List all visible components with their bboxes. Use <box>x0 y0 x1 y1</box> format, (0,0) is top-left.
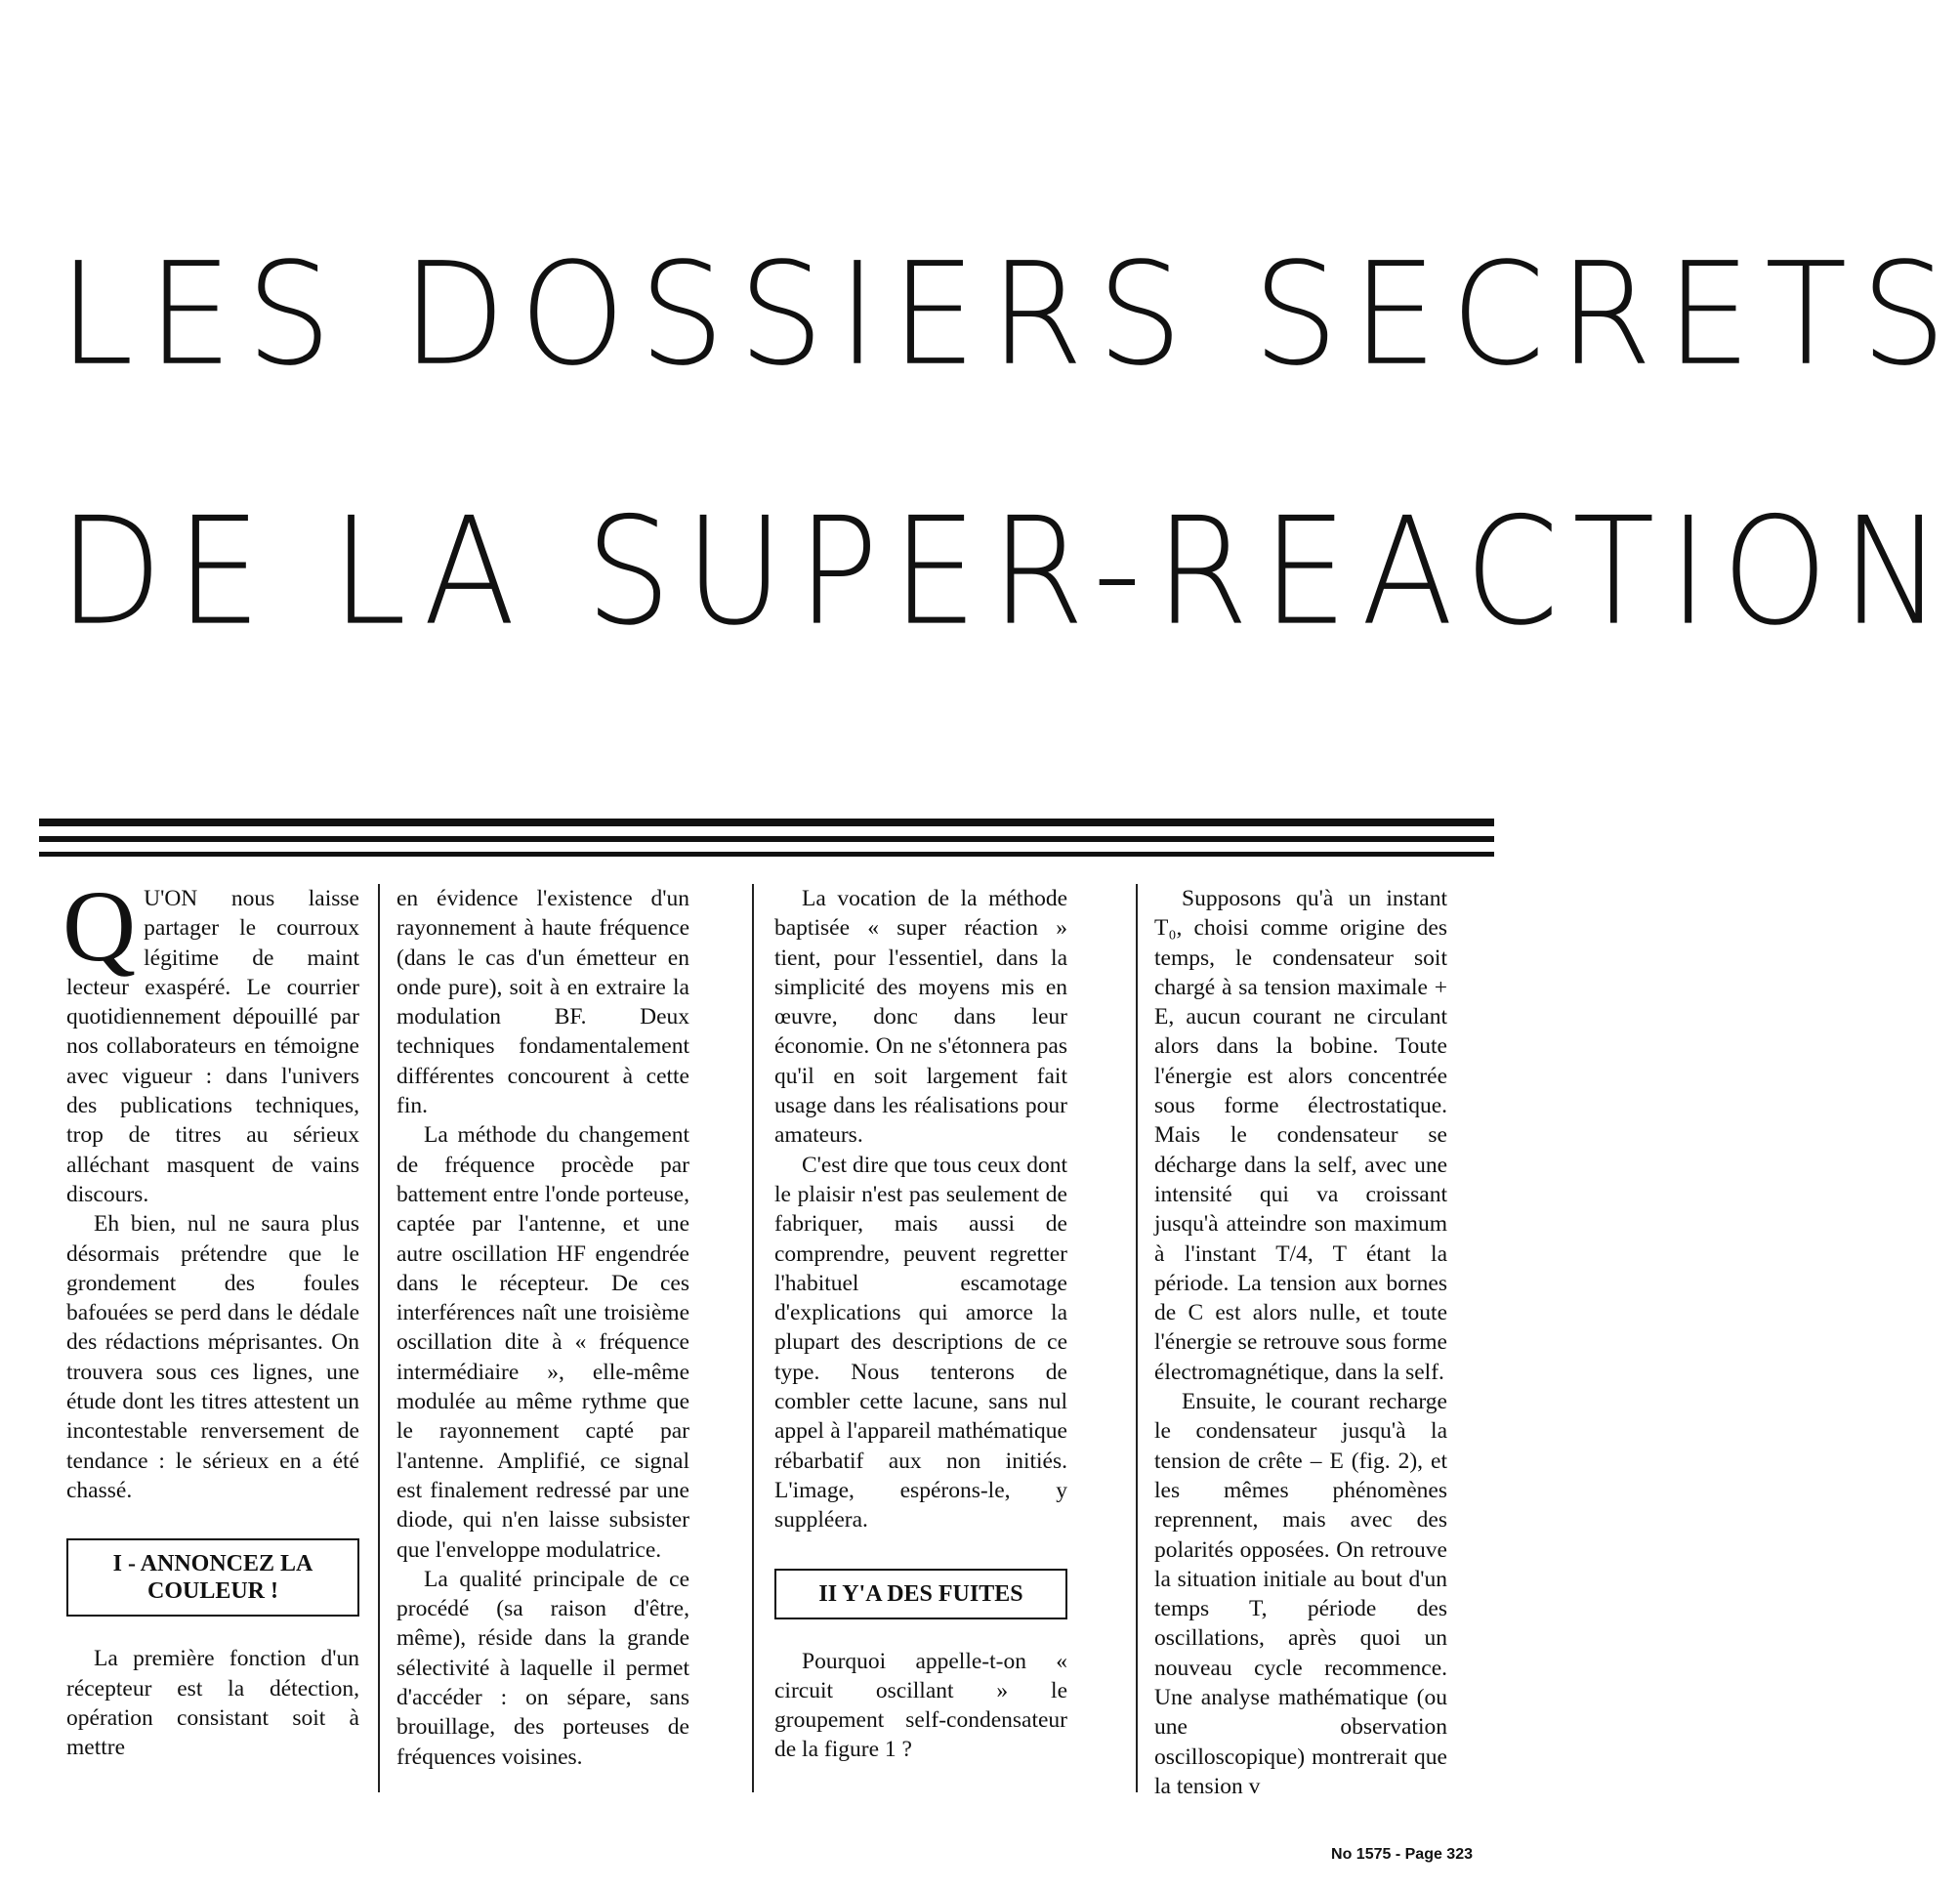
column-divider <box>378 884 380 1792</box>
paragraph: La vocation de la méthode baptisée « super réaction » tient, pour l'essentiel, dans la simplicité des moyens mis en œuvre, donc dans leur économie. On ne s'étonnera pas qu'il en soit largement fait usage dans les réalisations pour amateurs. <box>774 886 1067 1149</box>
divider-rule <box>39 852 1494 857</box>
page-footer: No 1575 - Page 323 <box>1331 1846 1473 1863</box>
paragraph: Eh bien, nul ne saura plus désormais prétendre que le grondement des foules bafouées se perd dans le dédale des rédactions méprisantes. On trouvera sous ces lignes, une étude dont les titres attestent un incontestable renversement de tendance : le sérieux en a été chassé. <box>66 1211 359 1503</box>
paragraph: La méthode du changement de fréquence procède par battement entre l'onde porteuse, captée par l'antenne, et une autre oscillation HF engendrée dans le récepteur. De ces interférences naît une troisième oscillation dite à « fréquence intermédiaire », elle-même modulée au même rythme que le rayonnement capté par l'antenne. Amplifié, ce signal est finalement redressé par une diode, qui n'en laisse subsister que l'enveloppe modulatrice. <box>396 1122 689 1563</box>
paragraph: La qualité principale de ce procédé (sa raison d'être, même), réside dans la grande sélectivité à laquelle il permet d'accéder : on sépare, sans brouillage, des porteuses de fréquences voisines. <box>396 1566 689 1770</box>
paragraph: Supposons qu'à un instant T₀, choisi comme origine des temps, le condensateur soit chargé à sa tension maximale + E, aucun courant ne circulant alors dans la bobine. Toute l'énergie est alors concentrée sous forme électrostatique. Mais le condensateur se décharge dans la self, avec une intensité qui va croissant jusqu'à atteindre son maximum à l'instant T/4, T étant la période. La tension aux bornes de C est alors nulle, et toute l'énergie se retrouve sous forme électromagnétique, dans la self. <box>1154 886 1447 1385</box>
column-divider <box>752 884 754 1792</box>
section-heading-box: II Y'A DES FUITES <box>774 1569 1067 1619</box>
section-heading-box: I - ANNONCEZ LA COULEUR ! <box>66 1538 359 1617</box>
paragraph: Pourquoi appelle-t-on « circuit oscillant » le groupement self-condensateur de la figure 1 ? <box>774 1648 1067 1763</box>
paragraph: C'est dire que tous ceux dont le plaisir n'est pas seulement de fabriquer, mais aussi de comprendre, peuvent regretter l'habituel escamotage d'explications qui amorce la plupart des descriptions de ce type. Nous tenterons de combler cette lacune, sans nul appel à l'appareil mathématique rébarbatif aux non initiés. L'image, espérons-le, y suppléera. <box>774 1152 1067 1534</box>
paragraph: La première fonction d'un récepteur est la détection, opération consistant soit à mettre <box>66 1646 359 1761</box>
article-title-line-1: LES DOSSIERS SECRETS <box>59 231 1960 398</box>
paragraph: en évidence l'existence d'un rayonnement à haute fréquence (dans le cas d'un émetteur en onde pure), soit à en extraire la modulation BF. Deux techniques fondamentalement différentes concourent à cette fin. <box>396 886 689 1119</box>
article-title-line-2: DE LA SUPER-REACTION <box>59 484 1957 658</box>
drop-cap: Q <box>63 870 137 983</box>
divider-rule <box>39 836 1494 842</box>
intro-paragraph <box>63 870 359 1209</box>
divider-rule <box>39 819 1494 826</box>
column-1 <box>63 870 359 1802</box>
paragraph: Ensuite, le courant recharge le condensateur jusqu'à la tension de crête – E (fig. 2), et les mêmes phénomènes reprennent, mais avec des polarités opposées. On retrouve la situation initiale au bout d'un temps T, période des oscillations, après quoi un nouveau cycle recommence. Une analyse mathématique (ou une observation oscilloscopique) montrerait que la tension v <box>1154 1389 1447 1799</box>
column-2 <box>396 884 689 1802</box>
column-divider <box>1136 884 1138 1792</box>
column-3 <box>774 884 1067 1802</box>
column-4 <box>1154 884 1447 1802</box>
paragraph-text: U'ON nous laisse partager le courroux légitime de maint lecteur exaspéré. Le courrier quotidiennement dépouillé par nos collaborateurs en témoigne avec vigueur : dans l'univers des publications techniques, trop de titres au sérieux alléchant masquent de vains discours. <box>66 886 359 1207</box>
